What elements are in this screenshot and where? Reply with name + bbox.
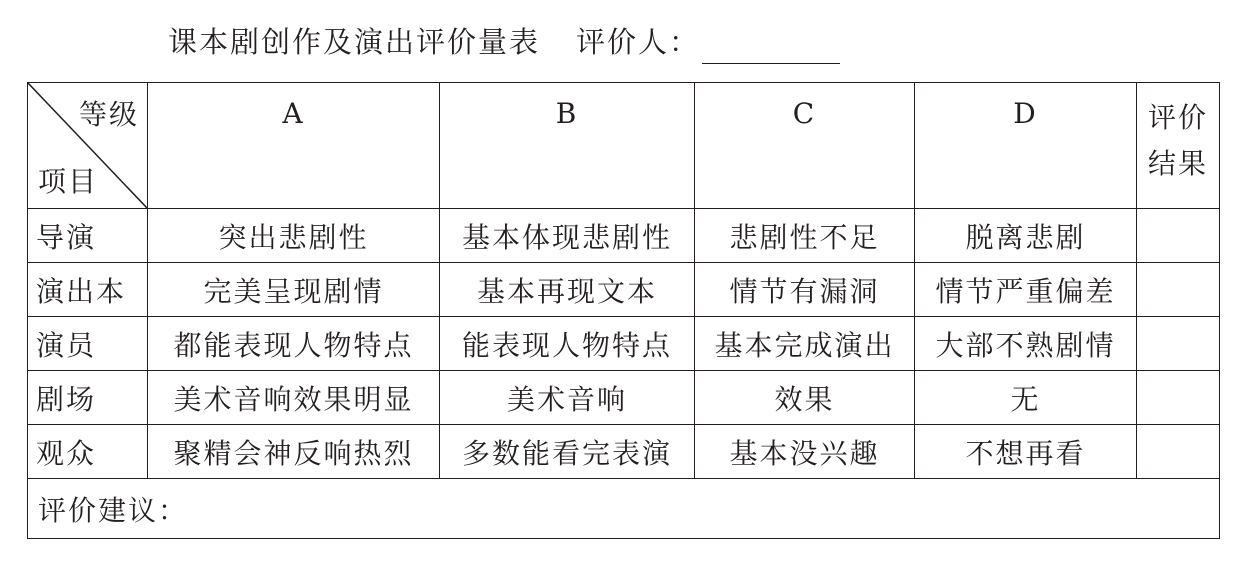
result-cell[interactable] (1137, 209, 1220, 263)
page-title: 课本剧创作及演出评价量表 (168, 25, 541, 59)
grade-header-a: A (148, 83, 440, 209)
result-cell[interactable] (1137, 317, 1220, 371)
table-cell: 悲剧性不足 (695, 209, 915, 263)
table-row (28, 263, 1220, 317)
suggestion-row (28, 479, 1220, 539)
result-cell[interactable] (1137, 425, 1220, 479)
grade-header-b: B (440, 83, 695, 209)
table-cell: 完美呈现剧情 (148, 263, 440, 317)
row-item-label: 演员 (28, 317, 148, 371)
result-header-line1: 评价 (1147, 101, 1208, 134)
form-title-bar (168, 20, 840, 64)
table-cell: 美术音响 (440, 371, 695, 425)
table-cell: 聚精会神反响热烈 (148, 425, 440, 479)
table-cell: 都能表现人物特点 (148, 317, 440, 371)
table-row (28, 425, 1220, 479)
grade-header-c: C (695, 83, 915, 209)
table-cell: 不想再看 (915, 425, 1137, 479)
row-item-label: 剧场 (28, 371, 148, 425)
table-cell: 基本完成演出 (695, 317, 915, 371)
evaluator-label: 评价人： (576, 25, 701, 59)
evaluator-blank (702, 31, 840, 64)
grade-header-d: D (915, 83, 1137, 209)
corner-item-label: 项目 (38, 165, 99, 198)
table-row (28, 371, 1220, 425)
result-header-line2: 结果 (1147, 147, 1208, 180)
table-cell: 无 (915, 371, 1137, 425)
corner-cell (28, 83, 148, 209)
table-cell: 大部不熟剧情 (915, 317, 1137, 371)
table-cell: 效果 (695, 371, 915, 425)
table-cell: 美术音响效果明显 (148, 371, 440, 425)
table-row (28, 209, 1220, 263)
table-cell: 基本再现文本 (440, 263, 695, 317)
suggestion-cell[interactable] (28, 479, 1220, 539)
evaluation-table (27, 82, 1220, 539)
row-item-label: 导演 (28, 209, 148, 263)
row-item-label: 观众 (28, 425, 148, 479)
table-cell: 多数能看完表演 (440, 425, 695, 479)
table-row (28, 317, 1220, 371)
table-cell: 情节有漏洞 (695, 263, 915, 317)
table-cell: 能表现人物特点 (440, 317, 695, 371)
table-cell: 基本体现悲剧性 (440, 209, 695, 263)
table-cell: 脱离悲剧 (915, 209, 1137, 263)
table-header-row (28, 83, 1220, 209)
row-item-label: 演出本 (28, 263, 148, 317)
result-cell[interactable] (1137, 263, 1220, 317)
table-cell: 突出悲剧性 (148, 209, 440, 263)
table-cell: 情节严重偏差 (915, 263, 1137, 317)
result-header (1137, 83, 1220, 209)
result-cell[interactable] (1137, 371, 1220, 425)
suggestion-label: 评价建议： (38, 493, 189, 527)
table-cell: 基本没兴趣 (695, 425, 915, 479)
corner-grade-label: 等级 (78, 98, 139, 131)
